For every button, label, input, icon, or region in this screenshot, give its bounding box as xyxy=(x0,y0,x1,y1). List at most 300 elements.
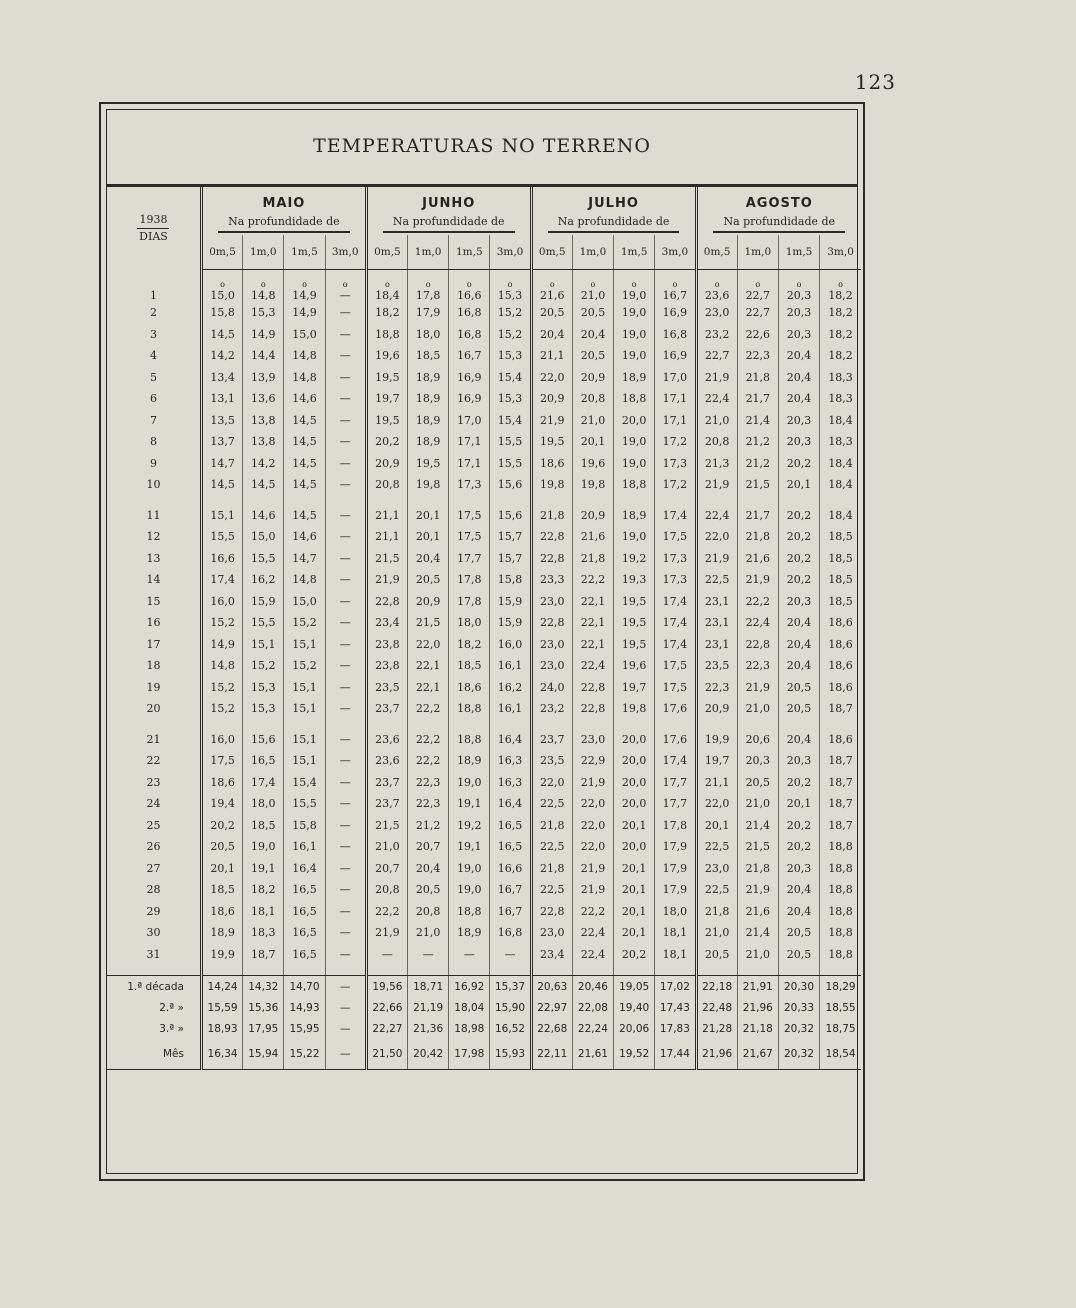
temperature-value: 18,9 xyxy=(621,370,647,384)
gap-cell xyxy=(107,496,201,505)
temperature-cell xyxy=(325,634,366,656)
temperature-cell xyxy=(531,879,572,901)
temperature-cell xyxy=(408,836,449,858)
temperature-value: 16,7 xyxy=(662,289,688,302)
temperature-cell xyxy=(820,944,861,966)
gap-cell xyxy=(243,720,284,729)
temperature-cell xyxy=(449,367,490,389)
temperature-cell xyxy=(366,526,407,548)
temperature-value: 16,2 xyxy=(251,573,276,587)
temperature-value: 20,1 xyxy=(580,435,606,449)
temperature-value: 14,4 xyxy=(251,349,276,363)
temperature-cell xyxy=(572,655,613,677)
temperature-value: 18,4 xyxy=(828,456,853,470)
depth-label: 3m,0 xyxy=(490,235,531,270)
temperature-value: 22,8 xyxy=(580,680,606,694)
temperature-cell xyxy=(284,750,325,772)
temperature-value: 15,0 xyxy=(292,327,317,341)
temperature-cell xyxy=(201,548,242,570)
temperature-value: 15,3 xyxy=(251,702,276,716)
gap-cell xyxy=(107,965,201,976)
temperature-cell xyxy=(201,345,242,367)
month-average-cell: 21,50 xyxy=(366,1039,407,1070)
temperature-cell xyxy=(449,270,490,303)
temperature-cell xyxy=(366,634,407,656)
temperature-value: 17,4 xyxy=(662,754,688,768)
gap-cell xyxy=(820,496,861,505)
temperature-cell xyxy=(572,474,613,496)
temperature-cell xyxy=(572,858,613,880)
table-row xyxy=(107,345,861,367)
temperature-cell xyxy=(201,729,242,751)
temperature-cell xyxy=(366,302,407,324)
temperature-cell xyxy=(325,698,366,720)
depth-caption xyxy=(366,213,531,235)
temperature-cell xyxy=(243,772,284,794)
temperature-cell xyxy=(243,677,284,699)
temperature-cell xyxy=(531,526,572,548)
group-gap xyxy=(107,496,861,505)
temperature-cell xyxy=(614,677,655,699)
decade-average-row xyxy=(107,976,861,998)
table-row xyxy=(107,793,861,815)
decade-average-cell: 20,46 xyxy=(572,976,613,998)
temperature-value: 20,5 xyxy=(786,680,812,694)
temperature-cell xyxy=(366,431,407,453)
temperature-cell xyxy=(655,634,696,656)
temperature-value: 23,4 xyxy=(540,947,565,961)
temperature-cell xyxy=(366,677,407,699)
temperature-cell xyxy=(778,922,819,944)
temperature-value: 14,5 xyxy=(210,478,235,492)
temperature-value: 20,9 xyxy=(540,392,565,406)
temperature-value: 23,1 xyxy=(704,594,730,608)
temperature-value: 21,9 xyxy=(704,478,730,492)
temperature-value: 13,9 xyxy=(251,370,276,384)
depth-label: 3m,0 xyxy=(655,235,696,270)
temperature-value: 22,5 xyxy=(540,840,565,854)
temperature-value: 18,5 xyxy=(828,551,853,565)
temperature-value: 21,4 xyxy=(745,818,771,832)
page-number: 123 xyxy=(854,70,896,94)
gap-cell xyxy=(366,965,407,976)
day-number: 6 xyxy=(107,388,201,410)
temperature-value: — xyxy=(339,478,351,492)
temperature-value: 23,1 xyxy=(704,637,730,651)
temperature-value: 17,4 xyxy=(210,573,235,587)
temperature-value: 22,0 xyxy=(415,637,441,651)
temperature-value: 20,5 xyxy=(786,926,812,940)
temperature-cell xyxy=(325,302,366,324)
temperature-value: — xyxy=(339,680,351,694)
temperature-value: 20,5 xyxy=(786,947,812,961)
temperature-value: 22,5 xyxy=(704,573,730,587)
temperature-cell xyxy=(737,431,778,453)
temperature-value: 17,1 xyxy=(662,413,688,427)
temperature-cell xyxy=(778,729,819,751)
temperature-value: 15,4 xyxy=(497,413,523,427)
temperature-value: 18,8 xyxy=(621,478,647,492)
temperature-cell xyxy=(408,367,449,389)
month-maio: MAIO xyxy=(201,187,366,213)
temperature-cell xyxy=(820,526,861,548)
temperature-cell xyxy=(325,879,366,901)
temperature-value: 14,5 xyxy=(292,456,317,470)
temperature-value: 19,5 xyxy=(621,637,647,651)
temperature-cell xyxy=(284,474,325,496)
temperature-value: 13,6 xyxy=(251,392,276,406)
temperature-value: 18,6 xyxy=(828,732,853,746)
decade-average-cell: 20,30 xyxy=(778,976,819,998)
temperature-value: 20,9 xyxy=(580,370,606,384)
temperature-cell xyxy=(408,324,449,346)
day-number: 8 xyxy=(107,431,201,453)
decade-average-cell: 19,56 xyxy=(366,976,407,998)
temperature-value: 18,6 xyxy=(828,637,853,651)
temperature-cell xyxy=(408,612,449,634)
day-number: 13 xyxy=(107,548,201,570)
temperature-value: 21,9 xyxy=(745,680,771,694)
temperature-cell xyxy=(778,505,819,527)
temperature-cell xyxy=(696,591,737,613)
decade-average-cell: 21,18 xyxy=(737,1018,778,1039)
temperature-value: 19,5 xyxy=(621,616,647,630)
decade-average-cell: 22,24 xyxy=(572,1018,613,1039)
temperature-value: 16,6 xyxy=(497,861,523,875)
temperature-value: 21,9 xyxy=(704,551,730,565)
temperature-value: 17,9 xyxy=(662,840,688,854)
temperature-cell xyxy=(366,858,407,880)
temperature-value: 17,4 xyxy=(662,594,688,608)
day-number: 19 xyxy=(107,677,201,699)
decade-label: 2.ª » xyxy=(107,997,201,1018)
temperature-value: 20,3 xyxy=(786,754,812,768)
temperature-value: 18,2 xyxy=(828,306,853,320)
temperature-value: 19,5 xyxy=(621,594,647,608)
temperature-value: 15,2 xyxy=(251,659,276,673)
depth-label: 3m,0 xyxy=(325,235,366,270)
temperature-value: 19,0 xyxy=(621,327,647,341)
month-agosto: AGOSTO xyxy=(696,187,861,213)
temperature-value: — xyxy=(339,775,351,789)
temperature-value: 19,0 xyxy=(251,840,276,854)
table-row xyxy=(107,367,861,389)
day-number: 26 xyxy=(107,836,201,858)
temperature-cell xyxy=(778,324,819,346)
title-box xyxy=(107,110,857,187)
temperature-value: 23,3 xyxy=(540,573,565,587)
temperature-value: 20,3 xyxy=(786,289,812,302)
temperature-value: 14,5 xyxy=(292,478,317,492)
temperature-cell xyxy=(572,548,613,570)
temperature-cell xyxy=(696,569,737,591)
temperature-value: 20,1 xyxy=(621,861,647,875)
temperature-cell xyxy=(201,677,242,699)
temperature-value: 21,1 xyxy=(540,349,565,363)
temperature-cell xyxy=(696,772,737,794)
temperature-value: 20,2 xyxy=(621,947,647,961)
temperature-value: 17,7 xyxy=(662,797,688,811)
temperature-cell xyxy=(449,410,490,432)
temperature-value: 15,1 xyxy=(251,637,276,651)
month-junho: JUNHO xyxy=(366,187,531,213)
temperature-cell xyxy=(243,324,284,346)
temperature-value: 18,4 xyxy=(828,478,853,492)
temperature-value: 23,2 xyxy=(540,702,565,716)
temperature-value: 17,4 xyxy=(251,775,276,789)
temperature-value: 18,8 xyxy=(828,926,853,940)
temperature-cell xyxy=(201,505,242,527)
temperature-value: 19,2 xyxy=(621,551,647,565)
temperature-cell xyxy=(490,324,531,346)
temperature-cell xyxy=(737,793,778,815)
temperature-value: 21,5 xyxy=(375,551,400,565)
temperature-cell xyxy=(614,569,655,591)
temperature-value: 18,5 xyxy=(251,818,276,832)
temperature-cell xyxy=(490,655,531,677)
temperature-value: 18,4 xyxy=(375,289,400,302)
temperature-value: 18,9 xyxy=(457,754,482,768)
gap-cell xyxy=(572,720,613,729)
temperature-value: 23,0 xyxy=(704,861,730,875)
temperature-cell xyxy=(696,922,737,944)
temperature-cell xyxy=(696,548,737,570)
month-average-cell: 17,44 xyxy=(655,1039,696,1070)
gap-cell xyxy=(366,496,407,505)
table-row xyxy=(107,324,861,346)
temperature-value: 18,8 xyxy=(828,904,853,918)
temperature-cell xyxy=(614,634,655,656)
temperature-cell xyxy=(449,505,490,527)
temperature-cell xyxy=(325,858,366,880)
temperature-cell xyxy=(408,634,449,656)
depth-label: 1m,0 xyxy=(737,235,778,270)
temperature-value: 18,0 xyxy=(251,797,276,811)
degree-mark: o xyxy=(590,280,596,289)
temperature-cell xyxy=(531,367,572,389)
temperature-value: — xyxy=(339,508,351,522)
temperature-value: 18,1 xyxy=(662,926,688,940)
temperature-cell xyxy=(696,750,737,772)
decade-average-cell: 15,36 xyxy=(243,997,284,1018)
temperature-value: 18,8 xyxy=(828,883,853,897)
temperature-cell xyxy=(614,302,655,324)
temperature-value: 15,3 xyxy=(497,349,523,363)
temperature-value: 20,1 xyxy=(621,818,647,832)
temperature-cell xyxy=(449,677,490,699)
decade-label: 3.ª » xyxy=(107,1018,201,1039)
temperature-value: 19,8 xyxy=(540,478,565,492)
temperature-value: 16,1 xyxy=(292,840,317,854)
temperature-value: 18,6 xyxy=(457,680,482,694)
temperature-value: 18,8 xyxy=(457,904,482,918)
temperature-cell xyxy=(614,836,655,858)
decade-average-cell: 14,32 xyxy=(243,976,284,998)
temperature-cell xyxy=(572,729,613,751)
temperature-cell xyxy=(366,698,407,720)
temperature-cell xyxy=(820,612,861,634)
month-average-cell: 21,96 xyxy=(696,1039,737,1070)
temperature-value: 19,0 xyxy=(457,861,482,875)
temperature-value: 15,0 xyxy=(251,530,276,544)
temperature-cell xyxy=(614,270,655,303)
temperature-cell xyxy=(284,591,325,613)
temperature-value: 21,7 xyxy=(745,392,771,406)
temperature-value: 20,0 xyxy=(621,797,647,811)
temperature-value: 19,8 xyxy=(621,702,647,716)
group-gap xyxy=(107,720,861,729)
temperature-cell xyxy=(366,836,407,858)
day-number: 3 xyxy=(107,324,201,346)
gap-cell xyxy=(490,965,531,976)
temperature-cell xyxy=(820,836,861,858)
temperature-cell xyxy=(284,922,325,944)
gap-cell xyxy=(201,496,242,505)
temperature-value: 18,5 xyxy=(415,349,441,363)
temperature-cell xyxy=(820,431,861,453)
temperature-value: 17,0 xyxy=(457,413,482,427)
temperature-cell xyxy=(737,388,778,410)
decade-average-cell: 22,48 xyxy=(696,997,737,1018)
temperature-cell xyxy=(201,793,242,815)
temperature-cell xyxy=(366,453,407,475)
temperature-value: 15,9 xyxy=(251,594,276,608)
gap-cell xyxy=(243,496,284,505)
depth-caption xyxy=(531,213,696,235)
temperature-value: — xyxy=(339,413,351,427)
temperature-value: 16,4 xyxy=(497,732,523,746)
temperature-value: — xyxy=(339,616,351,630)
temperature-cell xyxy=(737,591,778,613)
temperature-value: 21,0 xyxy=(580,289,606,302)
temperature-cell xyxy=(572,569,613,591)
temperature-value: 20,6 xyxy=(745,732,771,746)
month-average-cell: 18,54 xyxy=(820,1039,861,1070)
temperature-value: 21,9 xyxy=(745,883,771,897)
temperature-value: 21,0 xyxy=(704,926,730,940)
temperature-cell xyxy=(572,453,613,475)
temperature-cell xyxy=(655,505,696,527)
temperature-value: 17,4 xyxy=(662,508,688,522)
gap-cell xyxy=(284,496,325,505)
temperature-cell xyxy=(408,505,449,527)
temperature-cell xyxy=(737,367,778,389)
temperature-value: 19,0 xyxy=(621,435,647,449)
temperature-cell xyxy=(243,302,284,324)
temperature-cell xyxy=(490,591,531,613)
day-number: 28 xyxy=(107,879,201,901)
temperature-cell xyxy=(614,922,655,944)
gap-cell xyxy=(778,496,819,505)
temperature-value: 20,9 xyxy=(704,702,730,716)
temperature-value: 18,2 xyxy=(251,883,276,897)
temperature-cell xyxy=(284,793,325,815)
gap-cell xyxy=(531,720,572,729)
temperature-cell xyxy=(655,526,696,548)
temperature-value: 13,8 xyxy=(251,413,276,427)
temperature-value: 15,5 xyxy=(497,435,523,449)
temperature-cell xyxy=(778,548,819,570)
temperature-cell xyxy=(449,612,490,634)
temperature-cell xyxy=(449,302,490,324)
temperature-cell xyxy=(696,634,737,656)
temperature-value: — xyxy=(339,659,351,673)
gap-cell xyxy=(531,965,572,976)
day-number: 20 xyxy=(107,698,201,720)
temperature-cell xyxy=(614,729,655,751)
gap-cell xyxy=(572,496,613,505)
temperature-cell xyxy=(737,698,778,720)
temperature-cell xyxy=(614,505,655,527)
temperature-cell xyxy=(284,944,325,966)
temperature-cell xyxy=(325,345,366,367)
temperature-value: 21,8 xyxy=(745,530,771,544)
temperature-value: 20,0 xyxy=(621,775,647,789)
temperature-cell xyxy=(201,388,242,410)
temperature-cell xyxy=(325,944,366,966)
temperature-cell xyxy=(531,836,572,858)
temperature-cell xyxy=(778,858,819,880)
temperature-value: 16,5 xyxy=(497,818,523,832)
temperature-value: 18,6 xyxy=(828,616,853,630)
temperature-value: 19,1 xyxy=(457,797,482,811)
temperature-value: 15,5 xyxy=(251,616,276,630)
temperature-value: 18,5 xyxy=(457,659,482,673)
temperature-value: 21,2 xyxy=(745,456,771,470)
temperature-cell xyxy=(366,922,407,944)
temperature-cell xyxy=(243,591,284,613)
temperature-cell xyxy=(243,750,284,772)
temperature-value: 16,2 xyxy=(497,680,523,694)
temperature-cell xyxy=(655,548,696,570)
temperature-cell xyxy=(696,526,737,548)
gap-cell xyxy=(449,496,490,505)
temperature-value: 14,5 xyxy=(251,478,276,492)
temperature-cell xyxy=(325,815,366,837)
temperature-value: — xyxy=(339,732,351,746)
temperature-value: 13,5 xyxy=(210,413,235,427)
temperature-value: 18,7 xyxy=(828,775,853,789)
decade-average-cell: 22,18 xyxy=(696,976,737,998)
temperature-value: 14,8 xyxy=(251,289,276,302)
temperature-cell xyxy=(778,815,819,837)
days-label: DIAS xyxy=(139,229,168,243)
temperature-value: 19,1 xyxy=(251,861,276,875)
temperature-cell xyxy=(449,772,490,794)
temperature-cell xyxy=(284,453,325,475)
temperature-value: 19,6 xyxy=(580,456,606,470)
temperature-cell xyxy=(655,944,696,966)
temperature-cell xyxy=(408,548,449,570)
day-number: 15 xyxy=(107,591,201,613)
decade-average-cell: 20,33 xyxy=(778,997,819,1018)
temperature-cell xyxy=(655,345,696,367)
temperature-value: 15,0 xyxy=(210,289,235,302)
temperature-cell xyxy=(655,410,696,432)
temperature-cell xyxy=(820,901,861,923)
temperature-cell xyxy=(408,698,449,720)
temperature-value: 20,4 xyxy=(786,883,812,897)
temperature-value: 16,7 xyxy=(497,883,523,897)
temperature-cell xyxy=(490,505,531,527)
temperature-value: — xyxy=(339,818,351,832)
temperature-value: 13,1 xyxy=(210,392,235,406)
temperature-cell xyxy=(531,655,572,677)
temperature-value: 19,7 xyxy=(621,680,647,694)
temperature-value: — xyxy=(339,435,351,449)
temperature-value: 18,9 xyxy=(210,926,235,940)
temperature-cell xyxy=(325,505,366,527)
